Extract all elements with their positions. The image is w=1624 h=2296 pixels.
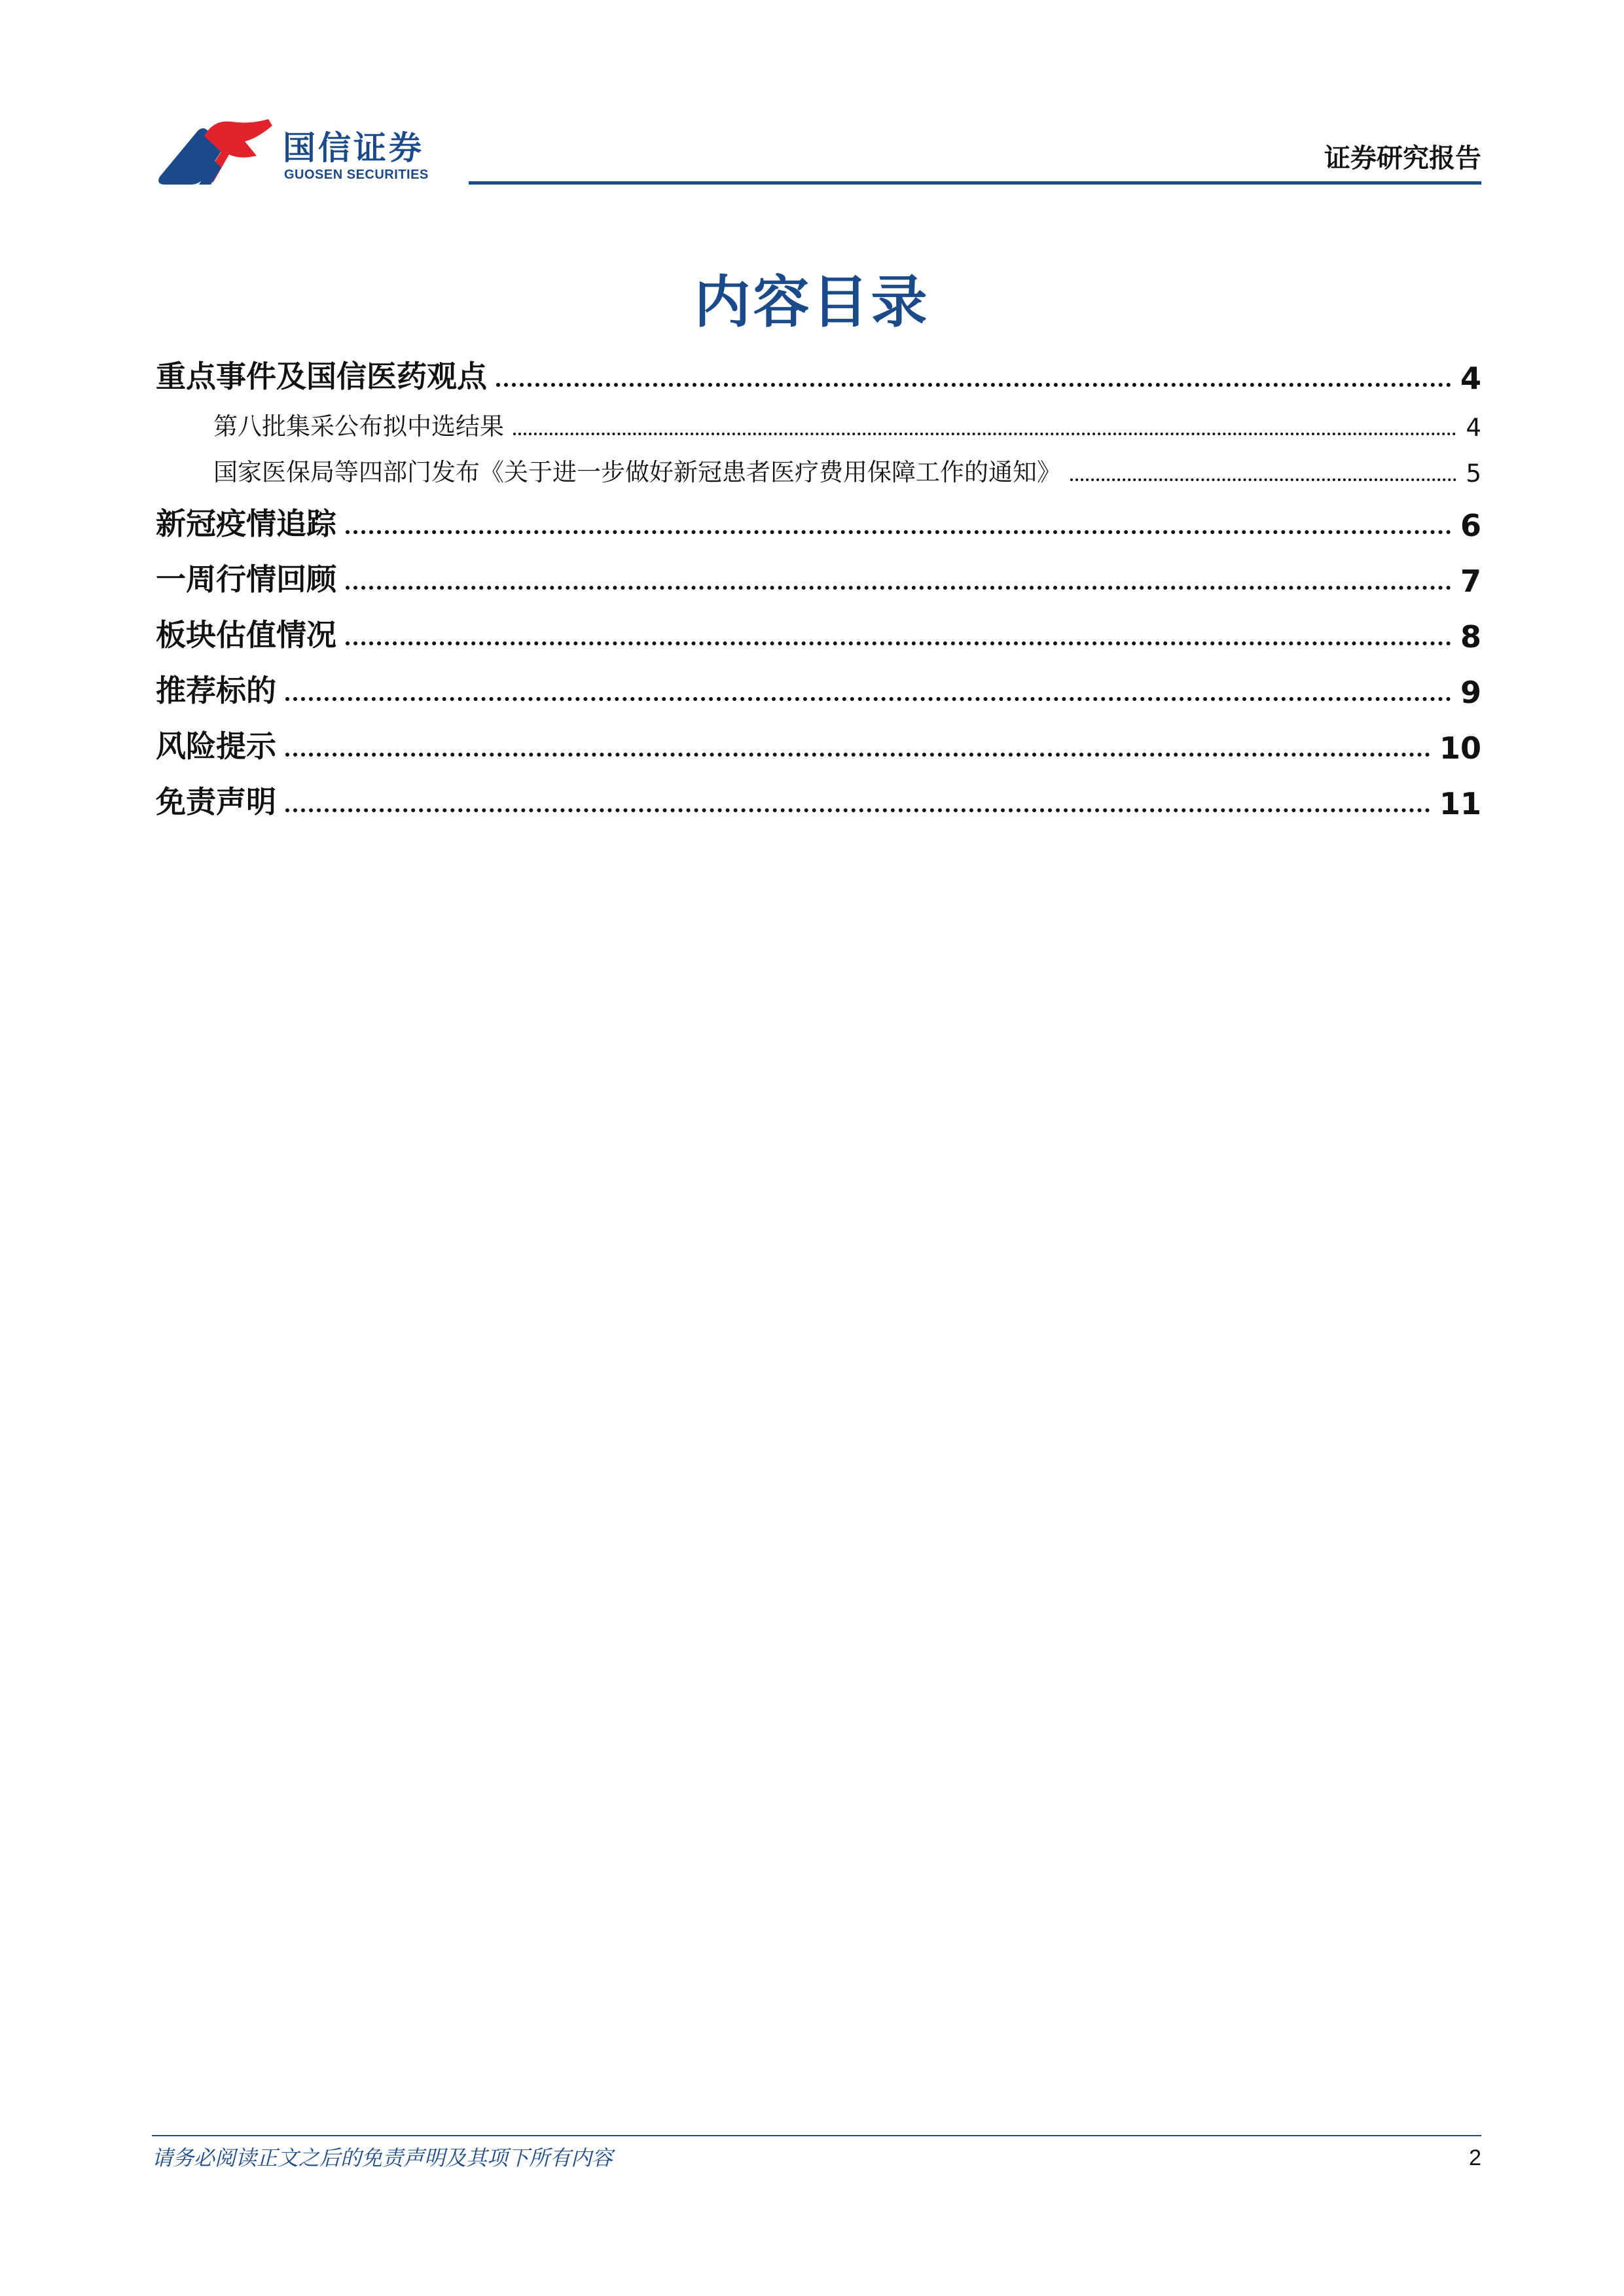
dot-leader [285, 697, 1451, 701]
company-logo [158, 117, 446, 188]
dot-leader [513, 433, 1456, 435]
table-of-contents [156, 340, 1481, 821]
toc-entry-label: 推荐标的 [156, 673, 276, 708]
toc-entry-page: 9 [1460, 675, 1481, 710]
toc-entry[interactable] [156, 655, 1481, 710]
toc-entry[interactable] [156, 340, 1481, 396]
toc-entry-page: 11 [1439, 786, 1481, 821]
toc-entry-page: 4 [1466, 414, 1481, 442]
toc-entry-label: 第八批集采公布拟中选结果 [213, 412, 504, 440]
header-divider [469, 181, 1481, 185]
logo-english-name: GUOSEN SECURITIES [284, 168, 429, 182]
report-type-label: 证券研究报告 [1324, 143, 1481, 173]
dot-leader [346, 641, 1451, 645]
toc-entry[interactable] [156, 543, 1481, 599]
dot-leader [496, 383, 1451, 387]
toc-subentry[interactable] [156, 396, 1481, 442]
toc-entry[interactable] [156, 766, 1481, 821]
guosen-logo-icon [158, 117, 276, 188]
toc-entry-page: 8 [1460, 619, 1481, 655]
dot-leader [285, 753, 1430, 757]
toc-subentry[interactable] [156, 442, 1481, 488]
toc-entry-label: 风险提示 [156, 728, 276, 764]
dot-leader [285, 808, 1430, 812]
toc-entry-label: 板块估值情况 [156, 617, 336, 653]
dot-leader [346, 530, 1451, 534]
toc-entry[interactable] [156, 599, 1481, 655]
toc-entry[interactable] [156, 488, 1481, 543]
toc-title: 内容目录 [694, 270, 930, 335]
toc-entry-page: 5 [1466, 459, 1481, 488]
toc-entry-label: 国家医保局等四部门发布《关于进一步做好新冠患者医疗费用保障工作的通知》 [213, 458, 1061, 486]
toc-entry-page: 10 [1439, 730, 1481, 766]
toc-entry-label: 免责声明 [156, 784, 276, 819]
toc-entry-label: 一周行情回顾 [156, 562, 336, 597]
dot-leader [1070, 478, 1456, 481]
footer-disclaimer-note: 请务必阅读正文之后的免责声明及其项下所有内容 [152, 2145, 613, 2170]
page-number: 2 [1469, 2145, 1481, 2170]
toc-entry-label: 重点事件及国信医药观点 [156, 359, 487, 394]
toc-entry-page: 6 [1460, 508, 1481, 543]
toc-entry-page: 7 [1460, 564, 1481, 599]
toc-entry-page: 4 [1460, 361, 1481, 396]
footer-divider [152, 2135, 1481, 2136]
toc-entry[interactable] [156, 710, 1481, 766]
logo-chinese-name: 国信证券 [283, 129, 424, 167]
dot-leader [346, 586, 1451, 590]
toc-entry-label: 新冠疫情追踪 [156, 506, 336, 541]
